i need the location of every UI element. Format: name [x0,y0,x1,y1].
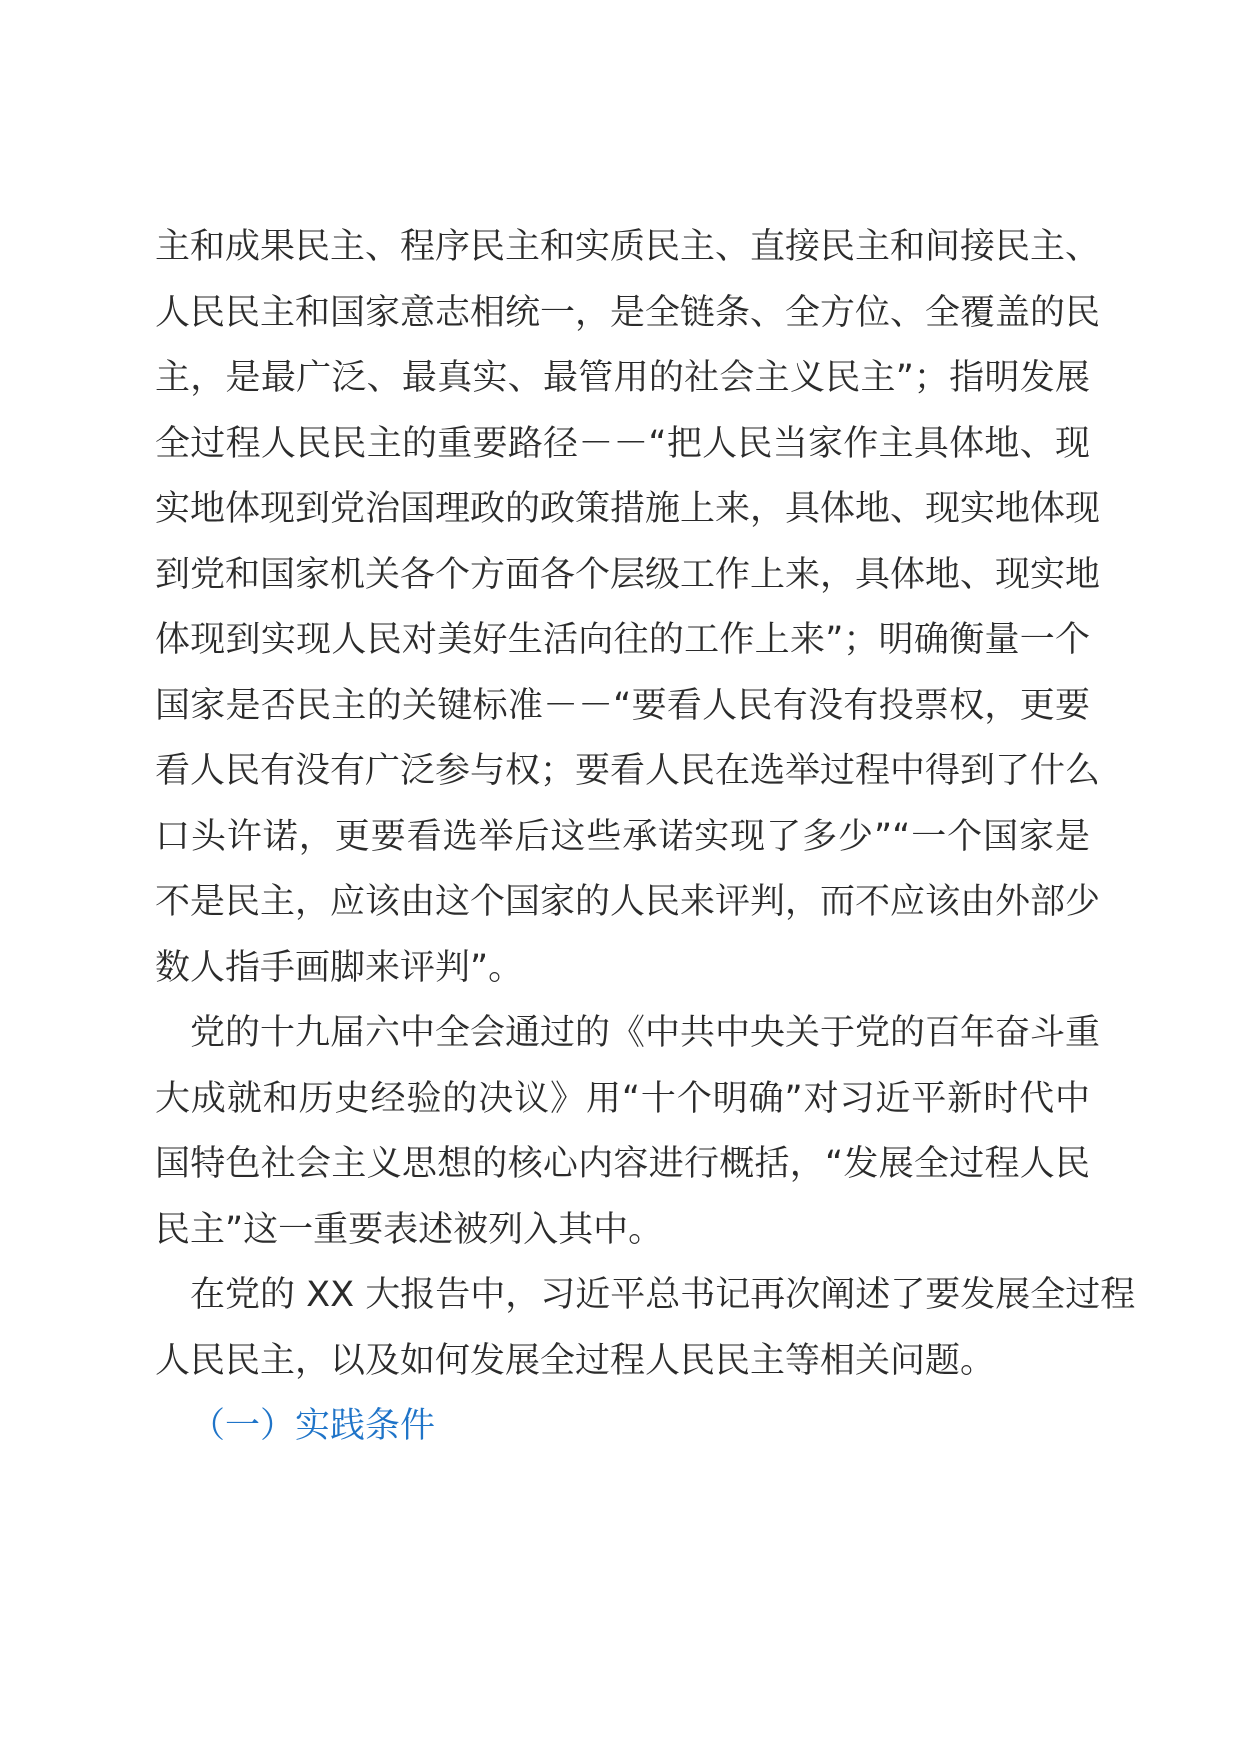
text-line: 国家是否民主的关键标准－－“要看人民有没有投票权，更要 [155,685,1090,726]
text-line: 党的十九届六中全会通过的《中共中央关于党的百年奋斗重 [190,1013,1101,1053]
text-line: 人民民主，以及如何发展全过程人民民主等相关问题。 [155,1340,996,1381]
text-line: 大成就和历史经验的决议》用“十个明确”对习近平新时代中 [155,1078,1090,1119]
document-body [155,215,1136,1460]
text-line: 人民民主和国家意志相统一，是全链条、全方位、全覆盖的民 [155,292,1101,333]
text-line: 在党的 XX 大报告中，习近平总书记再次阐述了要发展全过程 [190,1275,1136,1315]
text-line: 国特色社会主义思想的核心内容进行概括，“发展全过程人民 [155,1144,1090,1184]
paragraph-1 [155,215,1101,1001]
text-line: 民主”这一重要表述被列入其中。 [155,1209,664,1250]
text-line: 口头许诺，更要看选举后这些承诺实现了多少”“一个国家是 [155,816,1090,857]
text-line: 体现到实现人民对美好生活向往的工作上来”；明确衡量一个 [155,620,1090,660]
text-line: 数人指手画脚来评判”。 [155,947,524,988]
text-line: 看人民有没有广泛参与权；要看人民在选举过程中得到了什么 [155,751,1101,791]
text-line: 不是民主，应该由这个国家的人民来评判，而不应该由外部少 [155,882,1101,922]
text-line: 实地体现到党治国理政的政策措施上来，具体地、现实地体现 [155,489,1101,529]
text-line: 主和成果民主、程序民主和实质民主、直接民主和间接民主、 [155,227,1101,267]
paragraph-2 [155,1001,1101,1263]
text-line: 主，是最广泛、最真实、最管用的社会主义民主”；指明发展 [155,358,1090,398]
text-line: 全过程人民民主的重要路径－－“把人民当家作主具体地、现 [155,423,1090,464]
paragraph-3 [155,1263,1136,1394]
section-heading: （一）实践条件 [190,1406,436,1446]
text-line: 到党和国家机关各个方面各个层级工作上来，具体地、现实地 [155,554,1101,595]
